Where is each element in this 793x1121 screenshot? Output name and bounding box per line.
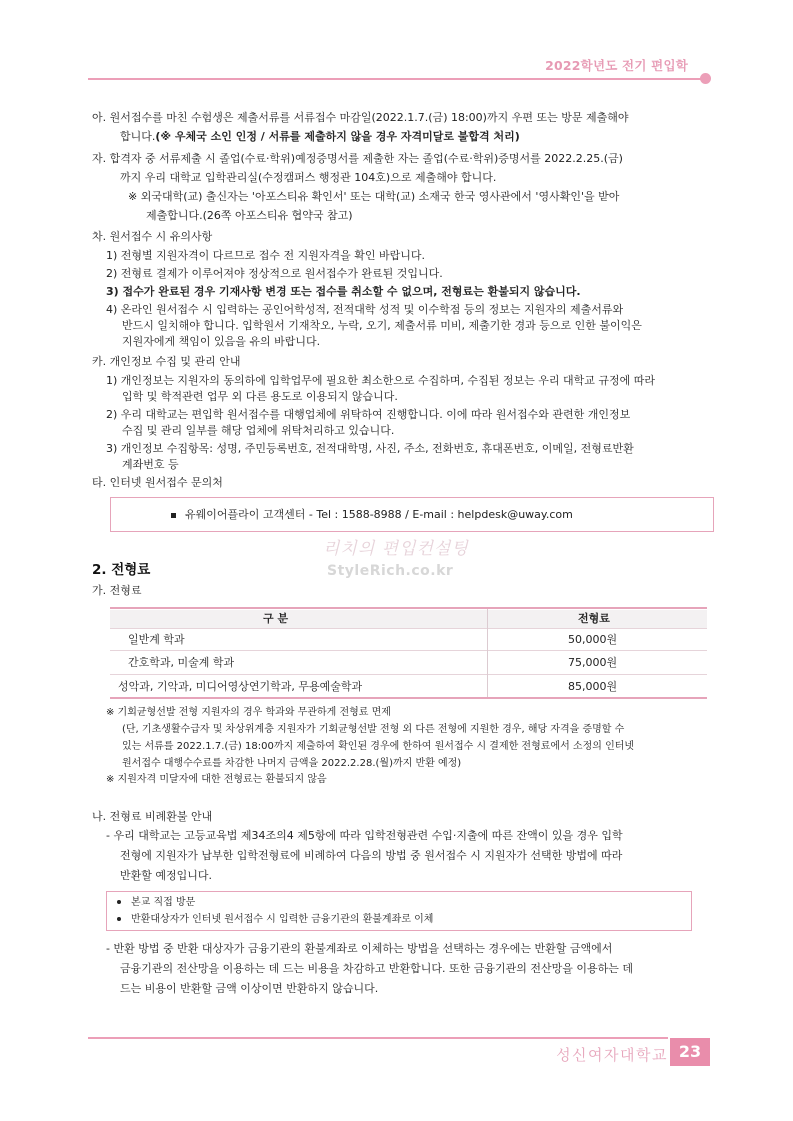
refund-option-2	[117, 913, 433, 927]
page-number: 23	[670, 1038, 710, 1066]
fee-row-3-fee: 85,000원	[568, 680, 618, 693]
refund-option-2-text: 반환대상자가 인터넷 원서접수 시 입력한 금융기관의 환불계좌로 이체	[131, 914, 434, 925]
ka-item-1-line1: 1) 개인정보는 지원자의 동의하에 입학업무에 필요한 최소한으로 수집하며, 수집된 정보는 우리 대학교 규정에 따라	[106, 374, 656, 387]
fee-row-1-name: 일반계 학과	[128, 633, 185, 646]
cha-item-2: 2) 전형료 결제가 이루어져야 정상적으로 원서접수가 완료된 것입니다.	[106, 267, 443, 280]
fee-note-3: ※ 지원자격 미달자에 대한 전형료는 환불되지 않음	[106, 774, 327, 785]
ka-item-1-line2: 입학 및 학적관련 업무 외 다른 용도로 이용되지 않습니다.	[122, 390, 398, 403]
fee-note-2-line3: 원서접수 대행수수료를 차감한 나머지 금액을 2022.2.28.(월)까지 반환 예정)	[122, 758, 462, 769]
ka-item-2-line1: 2) 우리 대학교는 편입학 원서접수를 대행업체에 위탁하여 진행합니다. 이에 따라 원서접수와 관련한 개인정보	[106, 408, 631, 421]
fee-table-header-bg	[110, 610, 707, 628]
contact-box	[110, 497, 714, 532]
fee-row-1-fee: 50,000원	[568, 633, 618, 646]
section-2-heading: 2. 전형료	[92, 562, 151, 578]
contact-line	[171, 508, 573, 522]
cha-item-1: 1) 전형별 지원자격이 다르므로 접수 전 지원자격을 확인 바랍니다.	[106, 249, 426, 262]
watermark-url: StyleRich.co.kr	[327, 563, 454, 579]
ka-item-3-line2: 계좌번호 등	[122, 458, 179, 471]
cha-item-4-line1: 4) 온라인 원서접수 시 입력하는 공인어학성적, 전적대학 성적 및 이수학점 등의 정보는 지원자의 제출서류와	[106, 303, 624, 316]
header-title: 2022학년도 전기 편입학	[545, 58, 688, 73]
fee-note-2-line2: 있는 서류를 2022.1.7.(금) 18:00까지 제출하여 확인된 경우에 한하여 원서접수 시 결제한 전형료에서 소정의 인터넷	[122, 741, 635, 752]
fee-table-column-divider	[487, 609, 488, 697]
fee-table-top-rule	[110, 607, 707, 609]
fee-note-1: ※ 기회균형선발 전형 지원자의 경우 학과와 무관하게 전형료 면제	[106, 707, 391, 718]
para-ja-line2: 까지 우리 대학교 입학관리실(수정캠퍼스 행정관 104호)으로 제출해야 합니다.	[120, 171, 497, 184]
section-ka-title: 카. 개인정보 수집 및 관리 안내	[92, 355, 241, 368]
cha-item-4-line3: 지원자에게 책임이 있음을 유의 바랍니다.	[122, 335, 321, 348]
para-ja-note-line2: 제출합니다.(26쪽 아포스티유 협약국 참고)	[146, 209, 353, 222]
fee-row-2-name: 간호학과, 미술계 학과	[128, 656, 235, 669]
refund-subsection-title: 나. 전형료 비례환불 안내	[92, 810, 213, 823]
fee-table-header-rule	[110, 628, 707, 629]
fee-note-2-line1: (단, 기초생활수급자 및 차상위계층 지원자가 기회균형선발 전형 외 다른 전형에 지원한 경우, 해당 자격을 증명할 수	[122, 724, 625, 735]
contact-text: 유웨이어플라이 고객센터 - Tel : 1588-8988 / E-mail : helpdesk@uway.com	[185, 508, 573, 521]
refund-options-box	[106, 891, 692, 931]
fee-row-3-name: 성악과, 기악과, 미디어영상연기학과, 무용예술학과	[118, 680, 363, 693]
refund-para-2-line2: 금융기관의 전산망을 이용하는 데 드는 비용을 차감하고 반환합니다. 또한 금융기관의 전산망을 이용하는 데	[120, 962, 633, 975]
header-rule-dot	[700, 73, 711, 84]
para-a-line2-plain: 합니다.	[120, 130, 156, 143]
para-ja-note-line1: ※ 외국대학(교) 출신자는 '아포스티유 확인서' 또는 대학(교) 소재국 한국 영사관에서 '영사확인'을 받아	[128, 190, 620, 203]
fee-subsection-title: 가. 전형료	[92, 584, 142, 597]
fee-table-row-rule	[110, 650, 707, 651]
refund-option-1-text: 본교 직접 방문	[131, 897, 196, 908]
fee-table-col-category: 구 분	[263, 612, 289, 625]
para-a-line1: 아. 원서접수를 마친 수험생은 제출서류를 서류접수 마감일(2022.1.7.(금) 18:00)까지 우편 또는 방문 제출해야	[92, 111, 629, 124]
refund-para-2-line3: 드는 비용이 반환할 금액 이상이면 반환하지 않습니다.	[120, 982, 379, 995]
bullet-icon	[117, 900, 121, 904]
fee-table-row-rule	[110, 674, 707, 675]
fee-table-col-fee: 전형료	[578, 612, 610, 625]
para-a-line2	[120, 130, 520, 144]
refund-para-2-line1: - 반환 방법 중 반환 대상자가 금융기관의 환불계좌로 이체하는 방법을 선택하는 경우에는 반환할 금액에서	[106, 942, 613, 955]
watermark-korean: 리치의 편입컨설팅	[323, 539, 469, 559]
square-bullet-icon	[171, 513, 176, 518]
ka-item-2-line2: 수집 및 관리 일부를 해당 업체에 위탁처리하고 있습니다.	[122, 424, 395, 437]
refund-para-1-line3: 반환할 예정입니다.	[120, 869, 213, 882]
cha-item-4-line2: 반드시 일치해야 합니다. 입학원서 기재착오, 누락, 오기, 제출서류 미비, 제출기한 경과 등으로 인한 불이익은	[122, 319, 642, 332]
refund-para-1-line1: - 우리 대학교는 고등교육법 제34조의4 제5항에 따라 입학전형관련 수입·지출에 따른 잔액이 있을 경우 입학	[106, 829, 623, 842]
bullet-icon	[117, 917, 121, 921]
cha-item-3: 3) 접수가 완료된 경우 기재사항 변경 또는 접수를 취소할 수 없으며, 전형료는 환불되지 않습니다.	[106, 285, 581, 298]
header-rule	[88, 78, 705, 80]
refund-para-1-line2: 전형에 지원자가 납부한 입학전형료에 비례하여 다음의 방법 중 원서접수 시 지원자가 선택한 방법에 따라	[120, 849, 623, 862]
ka-item-3-line1: 3) 개인정보 수집항목: 성명, 주민등록번호, 전적대학명, 사진, 주소, 전화번호, 휴대폰번호, 이메일, 전형료반환	[106, 442, 634, 455]
fee-row-2-fee: 75,000원	[568, 656, 618, 669]
para-ja-line1: 자. 합격자 중 서류제출 시 졸업(수료·학위)예정증명서를 제출한 자는 졸업(수료·학위)증명서를 2022.2.25.(금)	[92, 152, 623, 165]
fee-table-bottom-rule	[110, 697, 707, 699]
footer-school-name: 성신여자대학교	[556, 1046, 668, 1064]
footer-rule	[88, 1037, 668, 1039]
section-cha-title: 차. 원서접수 시 유의사항	[92, 230, 213, 243]
section-ta-title: 타. 인터넷 원서접수 문의처	[92, 476, 223, 489]
refund-option-1	[117, 896, 195, 910]
para-a-line2-bold: (※ 우체국 소인 인정 / 서류를 제출하지 않을 경우 자격미달로 불합격 처리)	[155, 130, 520, 143]
